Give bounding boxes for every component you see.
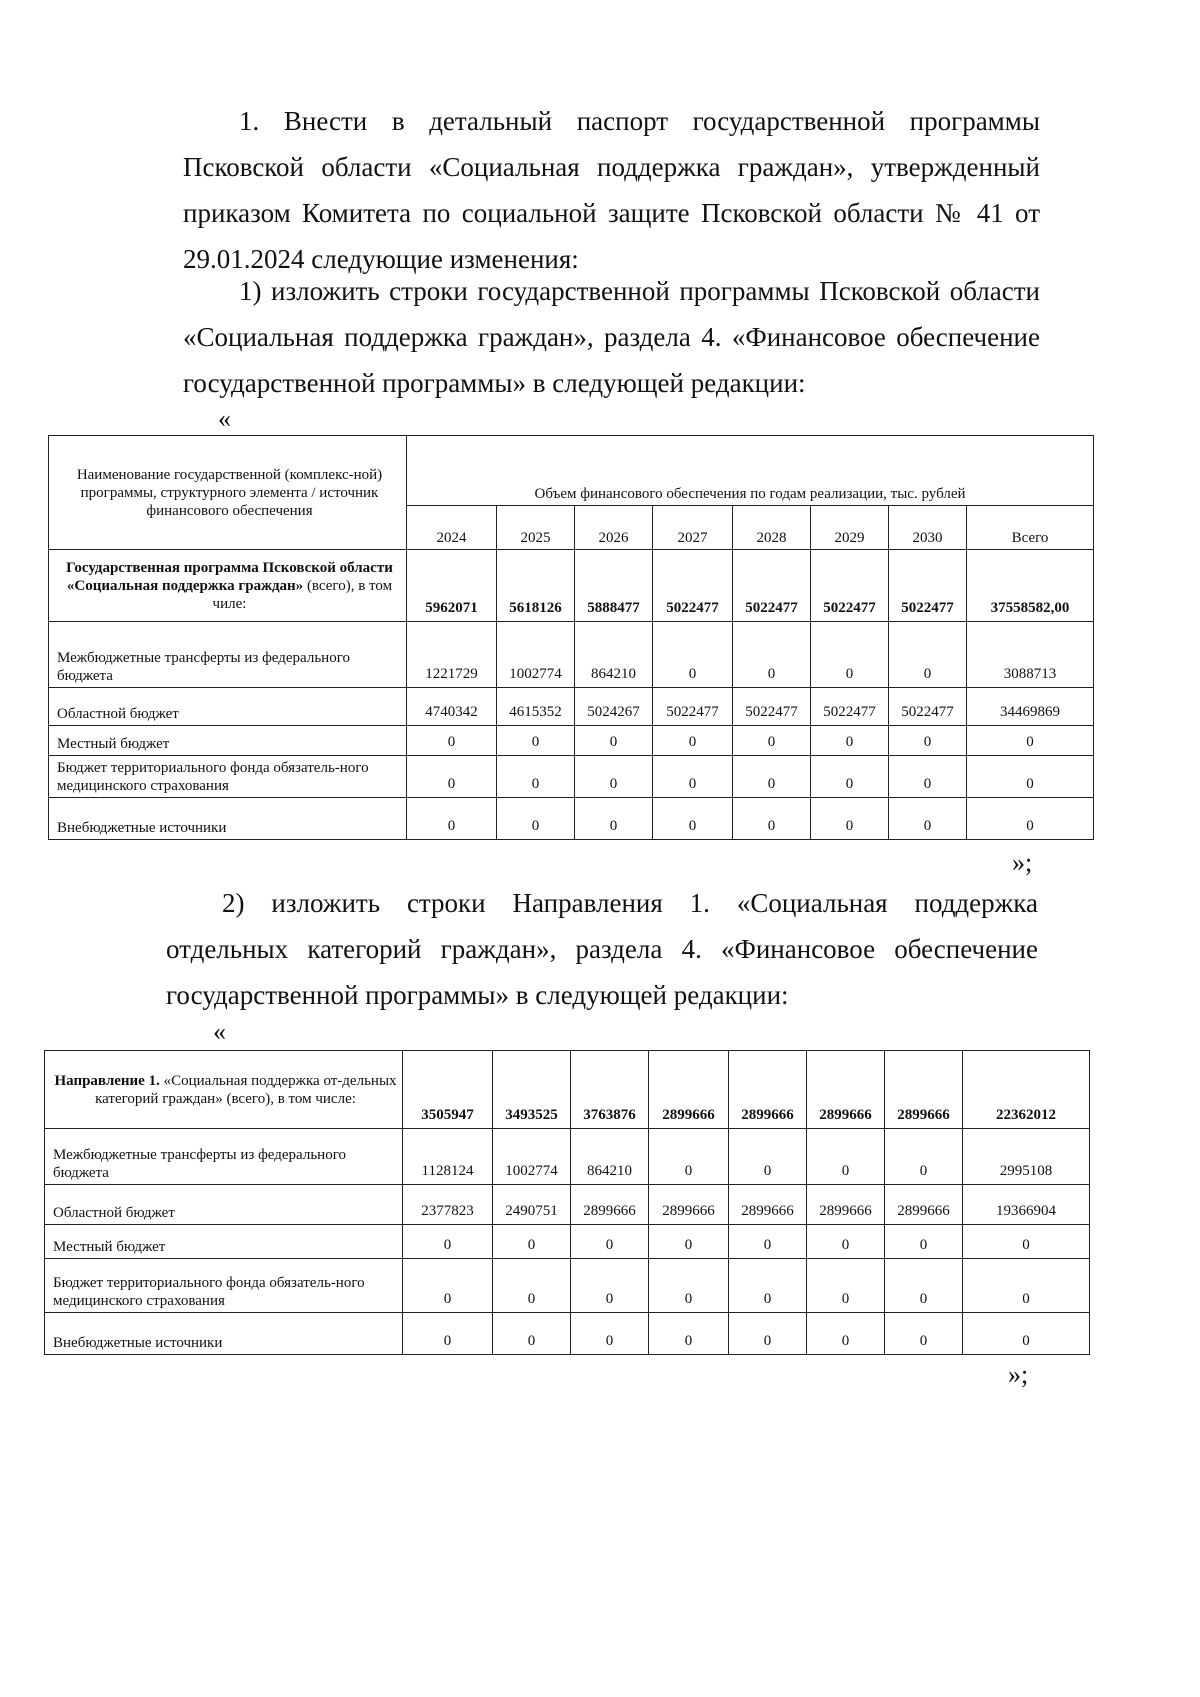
cell-value: 5962071 [407, 550, 497, 622]
cell-value: 4740342 [407, 688, 497, 726]
cell-value: 0 [733, 798, 811, 840]
opening-quote-1: « [218, 404, 231, 433]
cell-value: 2377823 [403, 1185, 493, 1225]
cell-value: 864210 [575, 622, 653, 688]
table-row [49, 688, 1094, 726]
table1-year-2028: 2028 [733, 506, 811, 550]
cell-value: 1002774 [493, 1129, 571, 1185]
cell-value: 2899666 [571, 1185, 649, 1225]
cell-value: 5022477 [811, 688, 889, 726]
cell-value: 2899666 [649, 1185, 729, 1225]
cell-value: 0 [807, 1259, 885, 1313]
cell-value: 0 [403, 1313, 493, 1355]
cell-value: 0 [575, 726, 653, 756]
cell-total: 0 [967, 756, 1094, 798]
cell-value: 0 [497, 756, 575, 798]
table-row [49, 726, 1094, 756]
row-name: Государственная программа Псковской области «Социальная поддержка граждан» (всего), в том чиле: [49, 550, 407, 622]
cell-value: 2899666 [807, 1051, 885, 1129]
table-row [45, 1051, 1090, 1129]
cell-value: 5024267 [575, 688, 653, 726]
cell-value: 0 [729, 1225, 807, 1259]
cell-value: 0 [649, 1129, 729, 1185]
paragraph-1: 1. Внести в детальный паспорт государственной программы Псковской области «Социальная поддержка граждан», утвержденный приказом Комитета по социальной защите Псковской области № 41 от 29.01.2024 следующие изменения: [183, 106, 1040, 274]
table1-name-header: Наименование государственной (комплекс-ной) программы, структурного элемента / источник финансового обеспечения [49, 436, 407, 550]
cell-value: 0 [575, 798, 653, 840]
cell-value: 0 [807, 1225, 885, 1259]
cell-value: 5888477 [575, 550, 653, 622]
cell-value: 5022477 [889, 550, 967, 622]
cell-total: 3088713 [967, 622, 1094, 688]
row-name: Межбюджетные трансферты из федерального бюджета [45, 1129, 403, 1185]
cell-value: 0 [889, 798, 967, 840]
cell-value: 3493525 [493, 1051, 571, 1129]
table1-year-2027: 2027 [653, 506, 733, 550]
cell-total: 2995108 [963, 1129, 1090, 1185]
cell-value: 0 [649, 1225, 729, 1259]
cell-value: 0 [885, 1225, 963, 1259]
cell-value: 0 [885, 1313, 963, 1355]
cell-value: 0 [407, 798, 497, 840]
closing-quote-1: »; [1012, 848, 1033, 877]
cell-total: 19366904 [963, 1185, 1090, 1225]
row-name: Областной бюджет [49, 688, 407, 726]
cell-total: 22362012 [963, 1051, 1090, 1129]
cell-value: 0 [571, 1313, 649, 1355]
cell-value: 0 [403, 1259, 493, 1313]
cell-value: 1221729 [407, 622, 497, 688]
cell-value: 5022477 [733, 550, 811, 622]
cell-value: 0 [493, 1225, 571, 1259]
cell-value: 0 [407, 726, 497, 756]
financing-table-program [48, 435, 1094, 840]
cell-total: 0 [967, 798, 1094, 840]
table-row [45, 1225, 1090, 1259]
cell-total: 0 [967, 726, 1094, 756]
cell-value: 5022477 [653, 550, 733, 622]
table-row [49, 756, 1094, 798]
cell-value: 0 [729, 1259, 807, 1313]
cell-value: 2899666 [885, 1185, 963, 1225]
cell-value: 3763876 [571, 1051, 649, 1129]
cell-value: 0 [493, 1259, 571, 1313]
cell-value: 4615352 [497, 688, 575, 726]
cell-value: 0 [653, 622, 733, 688]
financing-table-direction-1 [44, 1050, 1090, 1355]
cell-value: 2899666 [885, 1051, 963, 1129]
cell-total: 37558582,00 [967, 550, 1094, 622]
cell-value: 0 [807, 1129, 885, 1185]
opening-quote-2: « [213, 1017, 226, 1046]
cell-value: 0 [811, 756, 889, 798]
row-name: Местный бюджет [49, 726, 407, 756]
cell-value: 0 [811, 798, 889, 840]
table1-year-2029: 2029 [811, 506, 889, 550]
cell-value: 0 [653, 726, 733, 756]
row-name: Межбюджетные трансферты из федерального бюджета [49, 622, 407, 688]
cell-value: 0 [889, 726, 967, 756]
cell-value: 0 [733, 756, 811, 798]
cell-value: 5022477 [811, 550, 889, 622]
cell-value: 3505947 [403, 1051, 493, 1129]
paragraph-2: 1) изложить строки государственной программы Псковской области «Социальная поддержка граждан», раздела 4. «Финансовое обеспечение государственной программы» в следующей редакции: [183, 276, 1040, 398]
cell-value: 0 [497, 798, 575, 840]
cell-value: 0 [653, 798, 733, 840]
cell-value: 0 [497, 726, 575, 756]
cell-value: 5022477 [733, 688, 811, 726]
cell-value: 0 [653, 756, 733, 798]
cell-total: 0 [963, 1259, 1090, 1313]
cell-value: 0 [403, 1225, 493, 1259]
cell-value: 0 [807, 1313, 885, 1355]
table-row [49, 622, 1094, 688]
cell-total: 0 [963, 1225, 1090, 1259]
row-name: Местный бюджет [45, 1225, 403, 1259]
table1-year-2024: 2024 [407, 506, 497, 550]
table-row [49, 798, 1094, 840]
table-row [45, 1313, 1090, 1355]
cell-value: 5022477 [653, 688, 733, 726]
cell-value: 0 [885, 1129, 963, 1185]
cell-value: 0 [885, 1259, 963, 1313]
cell-value: 2899666 [729, 1051, 807, 1129]
row-name: Внебюджетные источники [49, 798, 407, 840]
row-name: Направление 1. «Социальная поддержка от-дельных категорий граждан» (всего), в том числе: [45, 1051, 403, 1129]
cell-value: 5022477 [889, 688, 967, 726]
cell-value: 0 [729, 1129, 807, 1185]
cell-value: 2899666 [649, 1051, 729, 1129]
cell-total: 34469869 [967, 688, 1094, 726]
table-row [49, 550, 1094, 622]
row-name: Внебюджетные источники [45, 1313, 403, 1355]
paragraph-3: 2) изложить строки Направления 1. «Социальная поддержка отдельных категорий граждан», раздела 4. «Финансовое обеспечение государственной программы» в следующей редакции: [166, 888, 1038, 1010]
table1-year-2025: 2025 [497, 506, 575, 550]
cell-value: 0 [575, 756, 653, 798]
cell-value: 0 [571, 1259, 649, 1313]
cell-value: 0 [493, 1313, 571, 1355]
cell-value: 1128124 [403, 1129, 493, 1185]
cell-value: 0 [811, 622, 889, 688]
cell-value: 0 [733, 726, 811, 756]
table-row [45, 1129, 1090, 1185]
cell-value: 864210 [571, 1129, 649, 1185]
row-name: Областной бюджет [45, 1185, 403, 1225]
cell-value: 0 [649, 1259, 729, 1313]
row-name: Бюджет территориального фонда обязатель-ного медицинского страхования [49, 756, 407, 798]
cell-value: 0 [571, 1225, 649, 1259]
cell-value: 1002774 [497, 622, 575, 688]
cell-total: 0 [963, 1313, 1090, 1355]
closing-quote-2: »; [1008, 1360, 1029, 1389]
cell-value: 0 [889, 756, 967, 798]
table-row [45, 1185, 1090, 1225]
cell-value: 2899666 [807, 1185, 885, 1225]
cell-value: 2899666 [729, 1185, 807, 1225]
cell-value: 0 [729, 1313, 807, 1355]
table1-year-2026: 2026 [575, 506, 653, 550]
cell-value: 0 [407, 756, 497, 798]
cell-value: 0 [889, 622, 967, 688]
row-name: Бюджет территориального фонда обязатель-ного медицинского страхования [45, 1259, 403, 1313]
table1-span-header: Объем финансового обеспечения по годам реализации, тыс. рублей [407, 436, 1094, 506]
cell-value: 0 [811, 726, 889, 756]
table1-total-header: Всего [967, 506, 1094, 550]
cell-value: 0 [649, 1313, 729, 1355]
table1-year-2030: 2030 [889, 506, 967, 550]
cell-value: 2490751 [493, 1185, 571, 1225]
cell-value: 5618126 [497, 550, 575, 622]
cell-value: 0 [733, 622, 811, 688]
table-row [45, 1259, 1090, 1313]
